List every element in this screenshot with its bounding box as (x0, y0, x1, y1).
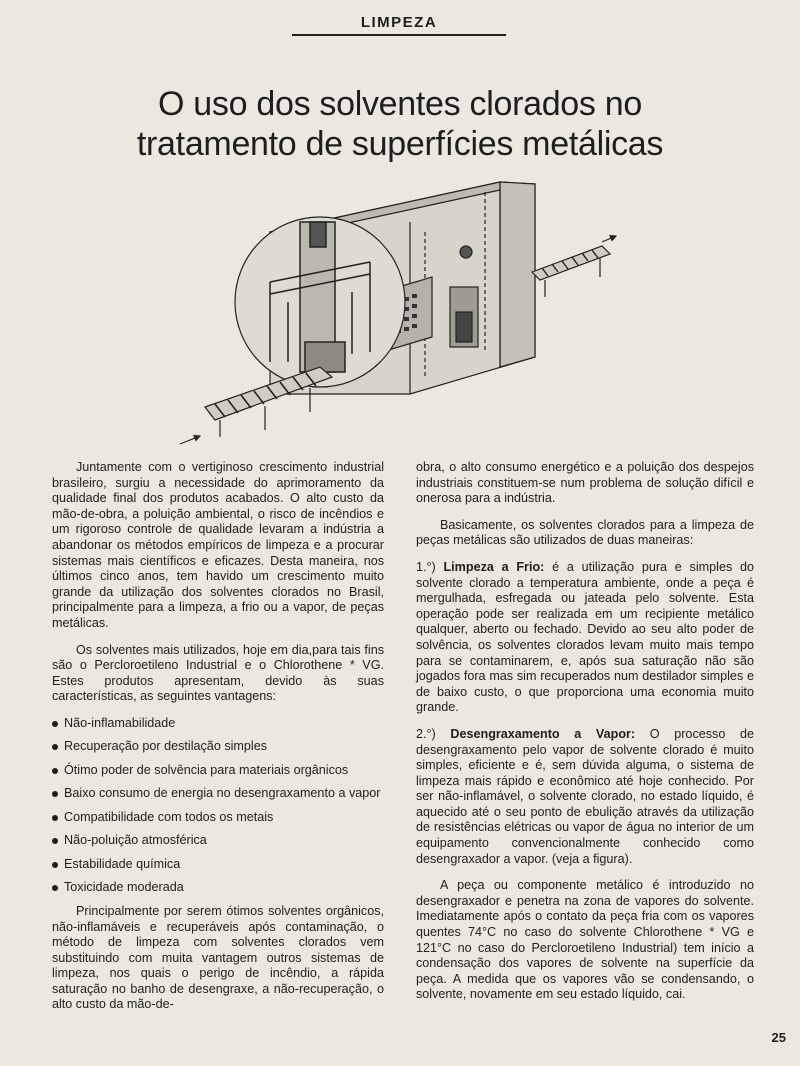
left-column (52, 460, 384, 1024)
degreaser-illustration (170, 162, 630, 454)
paragraph: Principalmente por serem ótimos solventes orgânicos, não-inflamáveis e recuperáveis após contaminação, o método de limpeza com solventes clorados vem substituindo com muita vantagem outros sistemas de limpeza, nos quais o perigo de incêndio, a rápida saturação no banho de desengraxe, a não-recuperação, o alto custo da mão-de- (52, 903, 384, 1012)
article-title (40, 84, 760, 164)
vapor-degreasing-heading: Desengraxamento a Vapor: (450, 726, 636, 741)
title-line-2: tratamento de superfícies metálicas (136, 125, 664, 163)
vapor-degreasing-paragraph (416, 727, 754, 867)
list-item: Não-poluição atmosférica (52, 833, 384, 848)
cold-cleaning-heading: Limpeza a Frio: (443, 559, 545, 574)
paragraph: A peça ou componente metálico é introduzido no desengraxador e penetra na zona de vapores do solvente. Imediatamente após o contato da peça fria com os vapores quentes 74°C no caso do solvente Chlorothene * VG e 121°C no caso do Percloroetileno Industrial) tem início a condensação dos vapores de solvente na superfície da peça. A medida que os vapores vão se condensando, o solvente, novamente em seu estado líquido, cai. (416, 878, 754, 1002)
item-number: 2.°) (416, 726, 436, 741)
list-item: Compatibilidade com todos os metais (52, 810, 384, 825)
list-item: Toxicidade moderada (52, 880, 384, 895)
list-item: Baixo consumo de energia no desengraxamento a vapor (52, 786, 384, 801)
paragraph: Basicamente, os solventes clorados para a limpeza de peças metálicas são utilizados de duas maneiras: (416, 517, 754, 548)
vapor-degreasing-text: O processo de desengraxamento pelo vapor de solvente clorado é muito simples, eficiente e é, sem dúvida alguma, o sistema de limpeza mais rápido e econômico até hoje conhecido. Por ser não-inflamável, o solvente clorado, no estado líquido, é aquecido até o seu ponto de ebulição através da utilização de resistências elétricas ou vapor de água no interior de um equipamento convencionalmente conhecido como desengraxador a vapor. (veja a figura). (416, 726, 755, 866)
section-header: LIMPEZA (292, 14, 506, 36)
title-line-1: O uso dos solventes clorados no (158, 85, 642, 123)
list-item: Não-inflamabilidade (52, 716, 384, 731)
cold-cleaning-text: é a utilização pura e simples do solvente clorado a temperatura ambiente, onde a peça é mergulhada, esfregada ou jateada pelo solvente. Esta operação pode ser realizada em um recipiente metálico qualquer, aberto ou fechado. Devido ao seu alto poder de solvência, os solventes clorados levam muito mais tempo para se contaminarem, e, após sua saturação não são jogados fora mas sim recuperados num destilador simples e de baixo custo, o que proporciona uma economia muito grande. (416, 559, 755, 715)
right-column (416, 460, 754, 1014)
list-item: Estabilidade química (52, 857, 384, 872)
page-number: 25 (771, 1030, 786, 1045)
item-number: 1.°) (416, 559, 436, 574)
paragraph: obra, o alto consumo energético e a poluição dos despejos industriais constituem-se num problema de solução difícil e onerosa para a indústria. (416, 460, 754, 506)
cold-cleaning-paragraph (416, 560, 754, 716)
list-item: Ótimo poder de solvência para materiais orgânicos (52, 763, 384, 778)
advantages-list (52, 716, 384, 896)
paragraph: Os solventes mais utilizados, hoje em dia,para tais fins são o Percloroetileno Industrial e o Chlorothene * VG. Estes produtos apresentam, devido às suas características, as seguintes vantagens: (52, 642, 384, 704)
list-item: Recuperação por destilação simples (52, 739, 384, 754)
paragraph: Juntamente com o vertiginoso crescimento industrial brasileiro, surgiu a necessidade do aprimoramento da qualidade final dos produtos acabados. O alto custo da mão-de-obra, a poluição ambiental, o risco de incêndios e um rigoroso controle de qualidade levaram a indústria a abandonar os métodos empíricos de limpeza e a procurar sistemas mais científicos e eficazes. Desta maneira, nos últimos cinco anos, tem havido um crescimento muito grande da utilização dos solventes clorados no Brasil, principalmente para a limpeza, a frio ou a vapor, de peças metálicas. (52, 460, 384, 630)
